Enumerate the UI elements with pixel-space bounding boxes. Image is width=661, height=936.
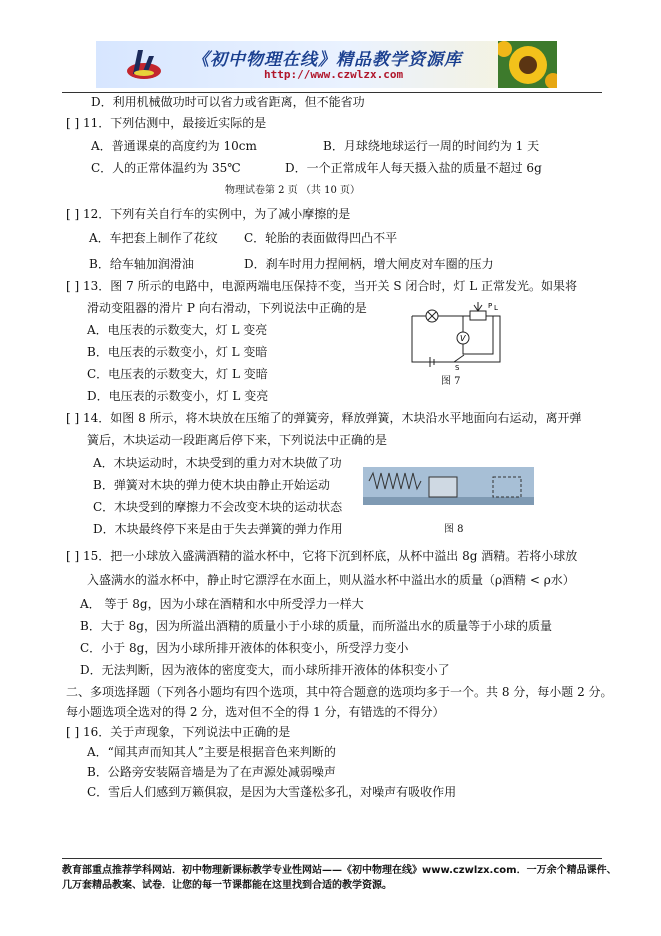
q15-option-c: C．小于 8g，因为小球所排开液体的体积变小，所受浮力变小: [80, 641, 409, 655]
q11-option-c: C．人的正常体温约为 35℃: [91, 161, 241, 175]
q14-option-d: D．木块最终停下来是由于失去弹簧的弹力作用: [93, 522, 343, 536]
figure-7-caption: 图 7: [441, 376, 461, 387]
page-number: 物理试卷第 2 页 （共 10 页）: [225, 185, 360, 196]
spring-block-figure: [363, 467, 534, 505]
circuit-diagram: [408, 298, 504, 370]
q13-option-c: C．电压表的示数变大，灯 L 变暗: [87, 367, 268, 381]
svg-text:S: S: [455, 364, 460, 370]
q16-option-b: B．公路旁安装隔音墙是为了在声源处减弱噪声: [87, 765, 336, 779]
q12-option-b: B．给车轴加润滑油: [89, 257, 194, 271]
q12-option-a: A．车把套上制作了花纹: [89, 231, 218, 245]
footer-line-1: 教育部重点推荐学科网站．初中物理新课标教学专业性网站——《初中物理在线》www.czwlzx.com．一万余个精品课件、: [62, 865, 617, 876]
header-banner: [96, 41, 557, 88]
svg-text:L: L: [494, 304, 498, 312]
q16-stem: [ ] 16．关于声现象，下列说法中正确的是: [66, 725, 291, 739]
banner-url[interactable]: http://www.czwlzx.com: [264, 68, 404, 81]
q12-option-c: C．轮胎的表面做得凹凸不平: [244, 231, 398, 245]
footer-rule: [62, 858, 602, 859]
section-2-heading-cont: 每小题选项全选对的得 2 分，选对但不全的得 1 分，有错选的不得分）: [66, 705, 445, 719]
q15-option-b: B．大于 8g，因为所溢出酒精的质量小于小球的质量，而所溢出水的质量等于小球的质量: [80, 619, 552, 633]
footer: [62, 863, 617, 893]
q13-stem-cont: 滑动变阻器的滑片 P 向右滑动，下列说法中正确的是: [87, 301, 367, 315]
q16-option-a: A．“闻其声而知其人”主要是根据音色来判断的: [87, 745, 336, 759]
q13-option-a: A．电压表的示数变大，灯 L 变亮: [87, 323, 268, 337]
footer-line-2: 几万套精品教案、试卷．让您的每一节课都能在这里找到合适的教学资源。: [62, 880, 392, 891]
section-2-heading: 二、多项选择题（下列各小题均有四个选项，其中符合题意的选项均多于一个。共 8 分，每小题 2 分。: [66, 685, 613, 699]
q11-option-d: D．一个正常成年人每天摄入盐的质量不超过 6g: [285, 161, 542, 175]
q12-option-d: D．刹车时用力捏闸柄，增大闸皮对车圈的压力: [244, 257, 494, 271]
q15-stem-cont: 入盛满水的溢水杯中，静止时它漂浮在水面上，则从溢水杯中溢出水的质量（ρ酒精 < ρ水）: [87, 573, 575, 587]
banner-title: 《初中物理在线》精品教学资源库: [192, 50, 462, 70]
sunflower-image: [498, 41, 557, 88]
q12-stem: [ ] 12．下列有关自行车的实例中，为了减小摩擦的是: [66, 207, 351, 221]
q11-stem: [ ] 11．下列估测中，最接近实际的是: [66, 116, 267, 130]
q13-option-b: B．电压表的示数变小，灯 L 变暗: [87, 345, 268, 359]
q13-stem: [ ] 13．图 7 所示的电路中，电源两端电压保持不变，当开关 S 闭合时，灯 L 正常发光。如果将: [66, 279, 577, 293]
q15-option-d: D．无法判断，因为液体的密度变大，而小球所排开液体的体积变小了: [80, 663, 450, 677]
q14-stem: [ ] 14．如图 8 所示，将木块放在压缩了的弹簧旁，释放弹簧，木块沿水平地面向右运动，离开弹: [66, 411, 582, 425]
figure-8-caption: 图 8: [444, 524, 464, 535]
q13-option-d: D．电压表的示数变小，灯 L 变亮: [87, 389, 269, 403]
q16-option-c: C．雪后人们感到万籁俱寂，是因为大雪蓬松多孔，对噪声有吸收作用: [87, 785, 457, 799]
q14-option-b: B．弹簧对木块的弹力使木块由静止开始运动: [93, 478, 330, 492]
q14-option-c: C．木块受到的摩擦力不会改变木块的运动状态: [93, 500, 343, 514]
q14-stem-cont: 簧后，木块运动一段距离后停下来，下列说法中正确的是: [87, 433, 388, 447]
q11-option-b: B．月球绕地球运行一周的时间约为 1 天: [323, 139, 540, 153]
q14-option-a: A．木块运动时，木块受到的重力对木块做了功: [93, 456, 342, 470]
q11-option-a: A．普通课桌的高度约为 10cm: [91, 139, 257, 153]
svg-text:V: V: [460, 334, 466, 343]
header-rule: [62, 92, 602, 93]
q15-option-a: A． 等于 8g，因为小球在酒精和水中所受浮力一样大: [80, 597, 364, 611]
q15-stem: [ ] 15．把一小球放入盛满酒精的溢水杯中，它将下沉到杯底，从杯中溢出 8g 酒精。若将小球放: [66, 549, 578, 563]
site-logo-icon: [124, 44, 164, 84]
q10-option-d: D．利用机械做功时可以省力或省距离，但不能省功: [91, 95, 365, 109]
svg-text:P: P: [488, 302, 493, 310]
